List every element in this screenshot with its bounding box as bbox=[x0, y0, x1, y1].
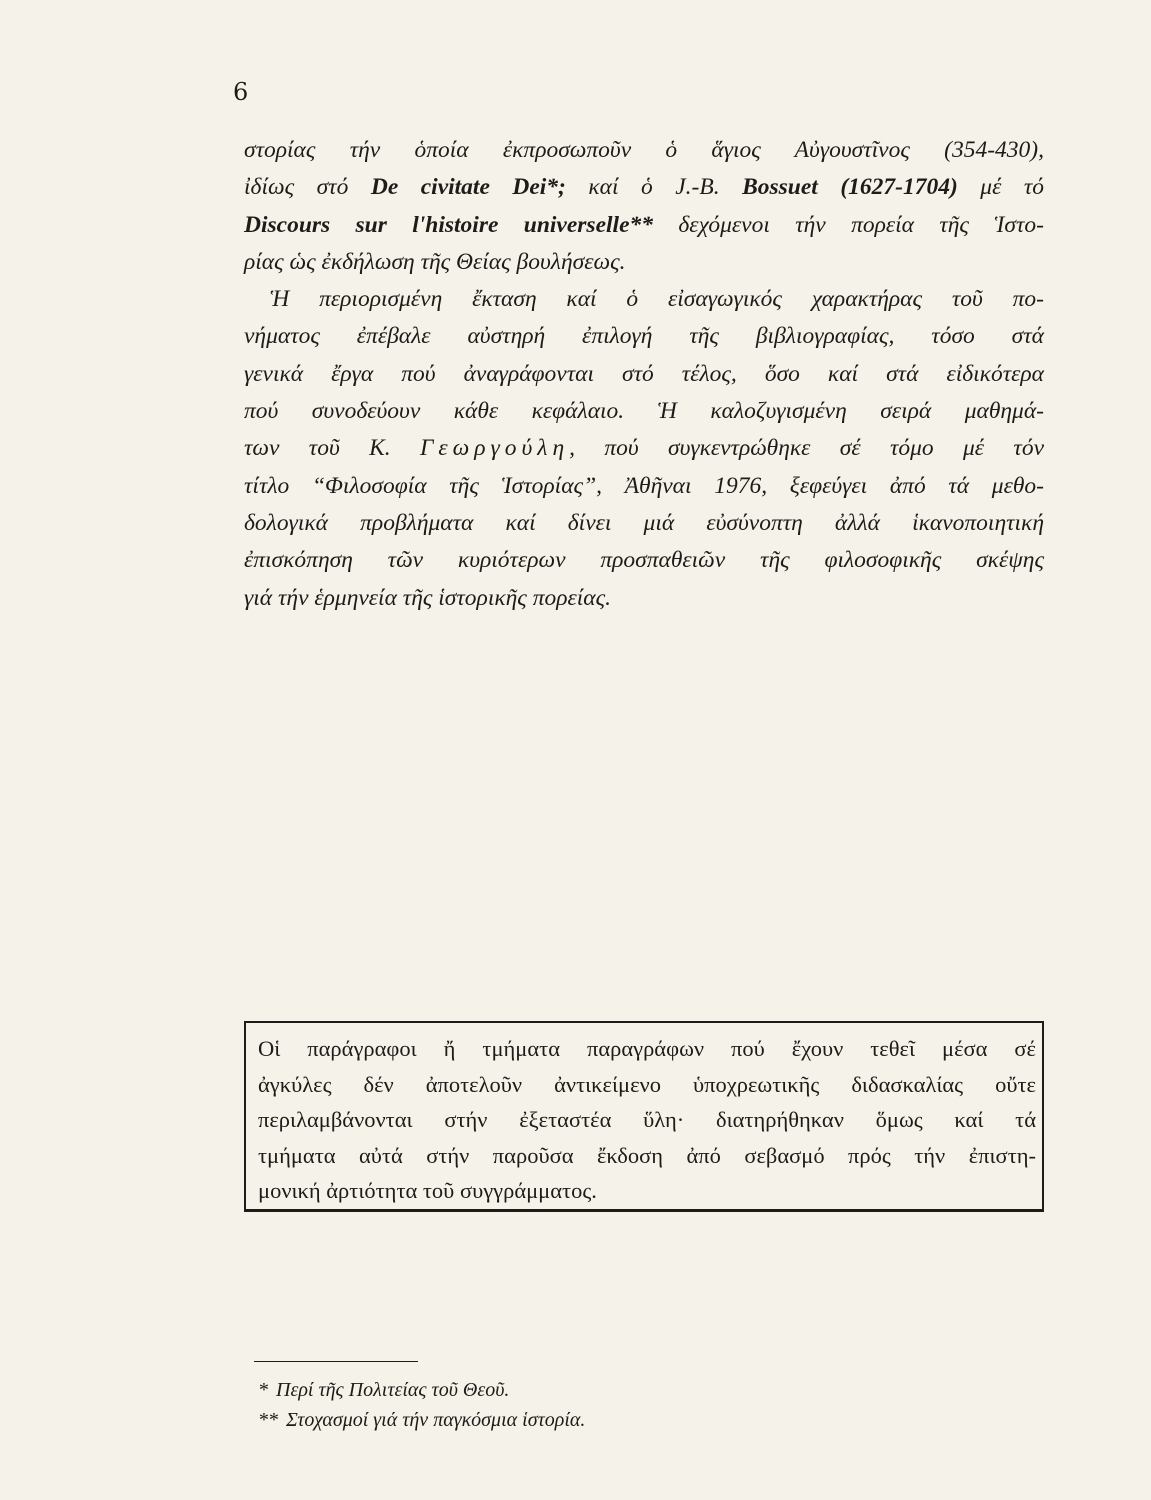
footnote-mark: * bbox=[258, 1379, 268, 1401]
notice-box bbox=[244, 1021, 1044, 1212]
text-line: στορίας τήν ὁποία ἐκπροσωποῦν ὁ ἅγιος Αὐγουστῖνος (354-430), bbox=[244, 137, 1044, 163]
main-text bbox=[244, 132, 1044, 617]
text-line bbox=[244, 169, 1044, 206]
text-run: ἰδίως στό bbox=[244, 174, 371, 201]
notice-line: περιλαμβάνονται στήν ἐξεταστέα ὕλη· διατηρήθηκαν ὅμως καί τά bbox=[258, 1107, 1036, 1132]
text-line: γενικά ἔργα πού ἀναγράφονται στό τέλος, ὅσο καί στά εἰδικότερα bbox=[244, 360, 1044, 387]
text-run: μέ τό bbox=[957, 174, 1044, 201]
footnote bbox=[258, 1409, 585, 1432]
text-line: Ἡ περιορισμένη ἔκταση καί ὁ εἰσαγωγικός χαρακτήρας τοῦ πο- bbox=[270, 286, 1044, 313]
notice-line: τμήματα αὐτά στήν παροῦσα ἔκδοση ἀπό σεβασμό πρός τήν ἐπιστη- bbox=[258, 1142, 1036, 1168]
text-line: τίτλο “Φιλοσοφία τῆς Ἱστορίας”, Ἀθῆναι 1976, ξεφεύγει ἀπό τά μεθο- bbox=[244, 472, 1044, 499]
text-run: , πού συγκεντρώθηκε σέ τόμο μέ τόν bbox=[569, 435, 1044, 462]
text-line bbox=[244, 207, 1044, 244]
notice-line: Οἱ παράγραφοι ἤ τμήματα παραγράφων πού ἔχουν τεθεῖ μέσα σέ bbox=[258, 1036, 1036, 1061]
author-georgouli: Γεωργούλη bbox=[419, 435, 570, 462]
text-line: γιά τήν ἑρμηνεία τῆς ἱστορικῆς πορείας. bbox=[244, 584, 612, 611]
footnote bbox=[258, 1379, 509, 1402]
text-line bbox=[244, 430, 1044, 467]
text-run: καί ὁ J.-B. bbox=[565, 174, 743, 201]
text-line: ἐπισκόπηση τῶν κυριότερων προσπαθειῶν τῆς φιλοσοφικῆς σκέψης bbox=[244, 547, 1044, 574]
work-title-discours: Discours sur l'histoire universelle** bbox=[244, 211, 653, 238]
text-line: δολογικά προβλήματα καί δίνει μιά εὐσύνοπτη ἀλλά ἱκανοποιητική bbox=[244, 509, 1044, 536]
text-run: των τοῦ Κ. bbox=[244, 435, 420, 462]
text-line: πού συνοδεύουν κάθε κεφάλαιο. Ἡ καλοζυγισμένη σειρά μαθημά- bbox=[244, 398, 1044, 425]
text-run: δεχόμενοι τήν πορεία τῆς Ἱστο- bbox=[653, 211, 1044, 238]
page-number: 6 bbox=[233, 78, 249, 106]
footnote-text: Περί τῆς Πολιτείας τοῦ Θεοῦ. bbox=[276, 1379, 510, 1401]
footnote-text: Στοχασμοί γιά τήν παγκόσμια ἱστορία. bbox=[286, 1409, 586, 1431]
text-line: νήματος ἐπέβαλε αὐστηρή ἐπιλογή τῆς βιβλιογραφίας, τόσο στά bbox=[244, 323, 1044, 350]
author-bossuet: Bossuet (1627-1704) bbox=[742, 174, 958, 201]
footnote-mark: ** bbox=[258, 1409, 278, 1431]
notice-line: ἀγκύλες δέν ἀποτελοῦν ἀντικείμενο ὑποχρεωτικῆς διδασκαλίας οὔτε bbox=[258, 1071, 1036, 1097]
footnote-rule bbox=[254, 1361, 418, 1362]
notice-line: μονική ἀρτιότητα τοῦ συγγράμματος. bbox=[258, 1178, 597, 1203]
text-line: ρίας ὡς ἐκδήλωση τῆς Θείας βουλήσεως. bbox=[244, 248, 626, 275]
work-title-de-civitate: De civitate Dei*; bbox=[370, 174, 566, 201]
